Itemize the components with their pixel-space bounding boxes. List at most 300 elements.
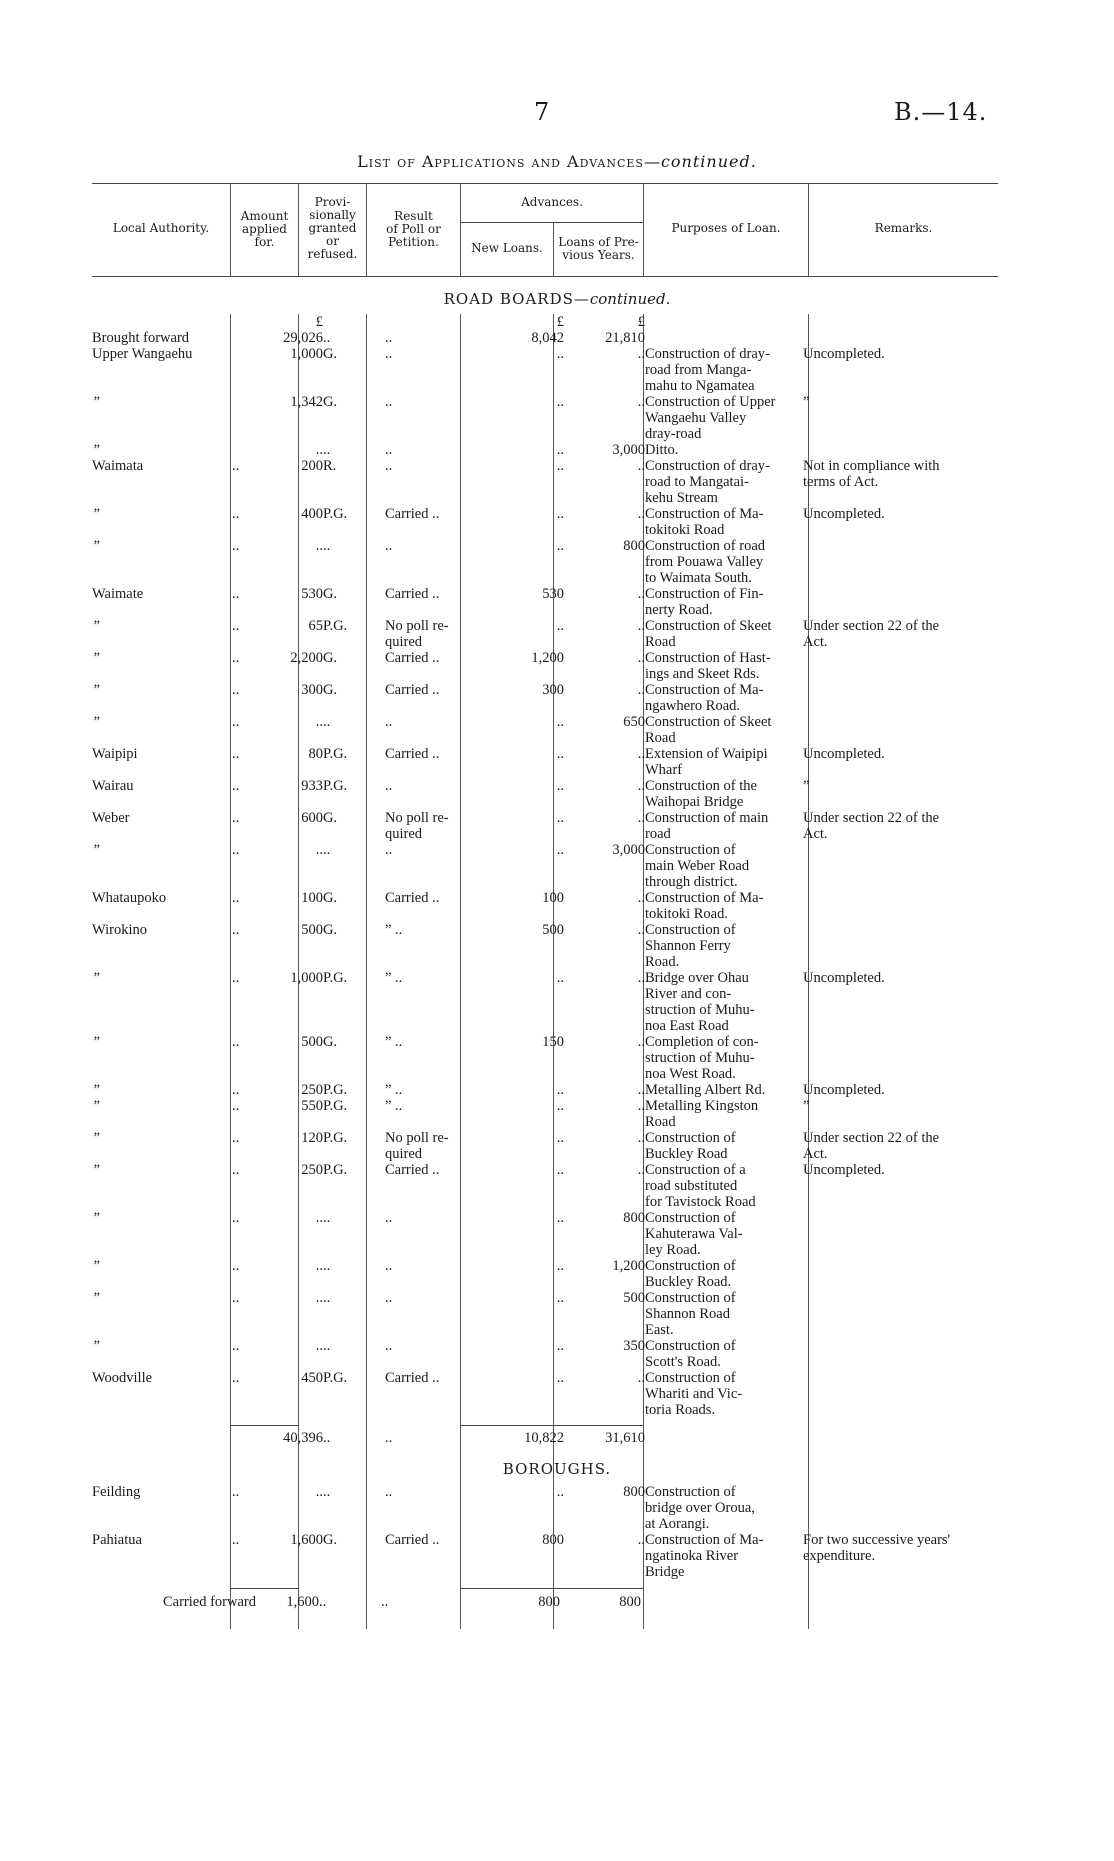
result-cell: ” .. [385,1082,403,1098]
remarks-cell [803,1210,993,1258]
remarks-cell [803,682,993,714]
col-new-loans: New Loans. [471,241,543,255]
total-row: 40,396 .. .. 10,822 31,610 [283,1430,645,1446]
result-cell: Carried .. [385,586,440,602]
provisional-cell: .. [323,538,331,554]
previous-loans-cell: 650 [623,714,645,730]
col-remarks: Remarks. [874,221,933,235]
new-loans-cell: .. [556,714,564,730]
remarks-cell: Uncompleted. [803,970,885,986]
table-row: Waimate .. 530 G. Carried .. 530 .. Construction of Fin- nerty Road. [92,586,993,618]
amount-cell: 400 [301,506,323,522]
purpose-cell: Construction of Fin- nerty Road. [645,586,764,618]
local-authority-cell: ” [92,442,101,458]
provisional-cell: P.G. [323,618,348,634]
col-local-authority: Local Authority. [112,221,210,235]
table-row [92,442,993,458]
amount-cell: 100 [301,890,323,906]
result-cell: Carried .. [385,650,440,666]
col-amount: Amount applied for. [240,209,289,249]
remarks-cell: Uncompleted. [803,1082,885,1098]
result-cell: No poll re- quired [385,618,449,650]
table-row: ” .. .. .. .. .. 650 Construction of Skeet Road [92,714,993,746]
amount-cell: 550 [301,1098,323,1114]
purpose-cell: Construction of Ma- ngatinoka River Bridge [645,1532,764,1580]
remarks-cell: Under section 22 of the Act. [803,618,940,650]
table-row: ” .. .. .. .. .. 1,200 Construction of Buckley Road. [92,1258,993,1290]
provisional-cell: .. [323,714,331,730]
table-row [92,346,993,394]
amount-cell: 500 [301,922,323,938]
purpose-cell: Metalling Kingston Road [645,1098,759,1130]
borough-rows [92,1484,993,1580]
previous-loans-cell: .. [637,618,645,634]
purpose-cell: Construction of Ma- ngawhero Road. [645,682,764,714]
new-loans-cell: 1,200 [531,650,564,666]
col-result: Result of Poll or Petition. [386,209,441,249]
amount-cell: 1,000 [290,970,323,986]
new-loans-cell: 300 [542,682,564,698]
result-cell: ” .. [385,1098,403,1114]
table-row: ” .. 65 P.G. No poll re- quired .. .. Construction of Skeet Road Under section 22 of the Act. [92,618,993,650]
previous-loans-cell: .. [637,746,645,762]
table-row: ” .. 120 P.G. No poll re- quired .. .. Construction of Buckley Road Under section 22 of the Act. [92,1130,993,1162]
new-loans-cell: .. [556,778,564,794]
local-authority-cell: Wairau [92,778,134,794]
provisional-cell: G. [323,1034,338,1050]
local-authority-cell: Whataupoko [92,890,167,906]
provisional-cell: .. [323,1484,331,1500]
purpose-cell: Construction of main road [645,810,769,842]
provisional-cell: .. [323,330,331,346]
result-cell: .. [385,442,393,458]
result-cell: .. [385,346,393,362]
purpose-cell: Construction of Whariti and Vic- toria Roads. [645,1370,743,1418]
remarks-cell [803,586,993,618]
local-authority-cell: ” [92,1338,101,1354]
amount-cell: 600 [301,810,323,826]
provisional-cell: G. [323,346,338,362]
result-cell: .. [385,458,393,474]
provisional-cell: .. [323,1258,331,1274]
remarks-cell: Under section 22 of the Act. [803,810,940,842]
result-cell: .. [385,1484,393,1500]
provisional-cell: P.G. [323,970,348,986]
previous-loans-cell: 500 [623,1290,645,1306]
table-row [92,394,993,442]
local-authority-cell: Waimate [92,586,144,602]
provisional-cell: G. [323,394,338,410]
new-loans-cell: 150 [542,1034,564,1050]
local-authority-cell: ” [92,1098,101,1114]
remarks-cell [803,1034,993,1082]
purpose-cell: Construction of Ma- tokitoki Road. [645,890,764,922]
table-row: Weber .. 600 G. No poll re- quired .. .. Construction of main road Under section 22 of the Act. [92,810,993,842]
purpose-cell: Ditto. [645,442,679,458]
provisional-cell: .. [323,1290,331,1306]
remarks-cell: Under section 22 of the Act. [803,1130,940,1162]
remarks-cell [803,330,993,346]
amount-cell: 933 [301,778,323,794]
local-authority-cell: ” [92,506,101,522]
remarks-cell: Not in compliance with terms of Act. [803,458,940,490]
table-row: ” .. .. .. .. .. 350 Construction of Scott's Road. [92,1338,993,1370]
previous-loans-cell: .. [637,922,645,938]
table-row: Feilding .. .. .. .. .. 800 Construction of bridge over Oroua, at Aorangi. [92,1484,993,1532]
section-boroughs: BOROUGHS. [502,1460,612,1478]
local-authority-cell: Wirokino [92,922,147,938]
remarks-cell [803,650,993,682]
new-loans-cell: 800 [542,1532,564,1548]
previous-loans-cell: 800 [623,1210,645,1226]
carried-forward-row: Carried forward 1,600 .. .. 800 800 [163,1594,641,1610]
new-loans-cell: .. [556,1130,564,1146]
local-authority-cell: ” [92,1034,101,1050]
provisional-cell: .. [323,1338,331,1354]
purpose-cell: Construction of Skeet Road [645,714,772,746]
previous-loans-cell: .. [637,1162,645,1178]
new-loans-cell: 500 [542,922,564,938]
new-loans-cell: .. [556,538,564,554]
road-boards-rows [92,314,993,1418]
new-loans-cell: .. [556,458,564,474]
road-boards-table [92,314,993,1418]
table-row: Wirokino .. 500 G. ” .. 500 .. Construction of Shannon Ferry Road. [92,922,993,970]
remarks-cell: Uncompleted. [803,1162,885,1178]
purpose-cell: Construction of the Waihopai Bridge [645,778,757,810]
previous-loans-cell: .. [637,1130,645,1146]
local-authority-cell: Upper Wangaehu [92,346,193,362]
table-row: Pahiatua .. 1,600 G. Carried .. 800 .. Construction of Ma- ngatinoka River Bridge For two successive years' expenditure. [92,1532,993,1580]
document-reference: B.—14. [894,98,988,126]
page-title: List of Applications and Advances—continued. [357,152,757,171]
result-cell: .. [385,394,393,410]
result-cell: .. [385,1210,393,1226]
amount-cell: 29,026 [283,330,323,346]
amount-cell: 1,000 [290,346,323,362]
amount-cell: .. [315,1258,323,1274]
amount-cell: 1,600 [290,1532,323,1548]
remarks-cell [803,1290,993,1338]
amount-cell: 2,200 [290,650,323,666]
table-row: Whataupoko .. 100 G. Carried .. 100 .. Construction of Ma- tokitoki Road. [92,890,993,922]
new-loans-cell: .. [556,1258,564,1274]
purpose-cell: Construction of bridge over Oroua, at Aorangi. [645,1484,755,1532]
purpose-cell: Construction of dray- road to Mangatai- kehu Stream [645,458,770,506]
result-cell: No poll re- quired [385,810,449,842]
new-loans-cell: .. [556,346,564,362]
provisional-cell: P.G. [323,746,348,762]
new-loans-cell: 530 [542,586,564,602]
table-row: ” .. 300 G. Carried .. 300 .. Construction of Ma- ngawhero Road. [92,682,993,714]
provisional-cell: P.G. [323,1082,348,1098]
local-authority-cell: Waipipi [92,746,138,762]
previous-loans-cell: .. [637,970,645,986]
amount-cell: 530 [301,586,323,602]
col-loans-previous: Loans of Pre- vious Years. [558,235,639,262]
previous-loans-cell: .. [637,1532,645,1548]
provisional-cell: P.G. [323,1370,348,1386]
local-authority-cell: ” [92,538,101,554]
previous-loans-cell: .. [637,394,645,410]
table-row: ” .. 500 G. ” .. 150 .. Completion of con- struction of Muhu- noa West Road. [92,1034,993,1082]
previous-loans-cell: 800 [623,538,645,554]
amount-cell: .. [315,842,323,858]
provisional-cell: G. [323,586,338,602]
local-authority-cell: ” [92,970,101,986]
remarks-cell [803,890,993,922]
previous-loans-cell: .. [637,778,645,794]
previous-loans-cell: .. [637,506,645,522]
new-loans-cell: .. [556,810,564,826]
result-cell: ” .. [385,1034,403,1050]
purpose-cell: Bridge over Ohau River and con- struction of Muhu- noa East Road [645,970,755,1034]
amount-cell: 1,342 [290,394,323,410]
new-loans-cell: 8,042 [531,330,564,346]
result-cell: .. [385,842,393,858]
purpose-cell: Construction of Buckley Road [645,1130,736,1162]
amount-cell: 65 [308,618,323,634]
amount-cell: 450 [301,1370,323,1386]
previous-loans-cell: .. [637,1082,645,1098]
table-row: Woodville .. 450 P.G. Carried .. .. .. Construction of Whariti and Vic- toria Roads. [92,1370,993,1418]
remarks-cell [803,442,993,458]
currency-row: £ £ £ [315,314,645,330]
header-top-rule [92,183,998,184]
remarks-cell: For two successive years' expenditure. [803,1532,951,1564]
remarks-cell [803,1370,993,1418]
result-cell: .. [385,330,393,346]
result-cell: Carried .. [385,1370,440,1386]
provisional-cell: .. [323,442,331,458]
purpose-cell: Completion of con- struction of Muhu- noa West Road. [645,1034,759,1082]
purpose-cell: Construction of Buckley Road. [645,1258,736,1290]
table-row: Waipipi .. 80 P.G. Carried .. .. .. Extension of Waipipi Wharf Uncompleted. [92,746,993,778]
page-header [0,98,1114,132]
provisional-cell: .. [323,842,331,858]
remarks-cell: ” [803,778,810,794]
amount-cell: .. [315,714,323,730]
result-cell: Carried .. [385,1532,440,1548]
amount-cell: .. [315,1338,323,1354]
new-loans-cell: .. [556,1210,564,1226]
remarks-cell: ” [803,394,810,410]
new-loans-cell: .. [556,506,564,522]
local-authority-cell: Weber [92,810,130,826]
new-loans-cell: .. [556,618,564,634]
purpose-cell: Construction of a road substituted for Tavistock Road [645,1162,756,1210]
purpose-cell: Construction of Skeet Road [645,618,772,650]
new-loans-cell: .. [556,394,564,410]
previous-loans-cell: 3,000 [612,842,645,858]
provisional-cell: R. [323,458,337,474]
result-cell: .. [385,1290,393,1306]
remarks-cell [803,1258,993,1290]
local-authority-cell: ” [92,394,101,410]
purpose-cell: Construction of Ma- tokitoki Road [645,506,764,538]
amount-cell: 300 [301,682,323,698]
table-row: ” .. .. .. .. .. 800 Construction of Kahuterawa Val- ley Road. [92,1210,993,1258]
purpose-cell: Construction of Shannon Ferry Road. [645,922,736,970]
previous-loans-cell: .. [637,586,645,602]
new-loans-cell: .. [556,1338,564,1354]
remarks-cell: Uncompleted. [803,506,885,522]
new-loans-cell: .. [556,842,564,858]
table-row: ” .. 400 P.G. Carried .. .. .. Construction of Ma- tokitoki Road Uncompleted. [92,506,993,538]
new-loans-cell: .. [556,970,564,986]
amount-cell: .. [315,1290,323,1306]
amount-cell: 250 [301,1162,323,1178]
local-authority-cell: Woodville [92,1370,153,1386]
amount-cell: 120 [301,1130,323,1146]
purpose-cell: Extension of Waipipi Wharf [645,746,768,778]
provisional-cell: P.G. [323,506,348,522]
provisional-cell: .. [323,1210,331,1226]
col-advances: Advances. [521,195,583,209]
previous-loans-cell: .. [637,1034,645,1050]
remarks-cell [803,922,993,970]
table-row [92,330,993,346]
page-number: 7 [534,98,550,126]
new-loans-cell: .. [556,1370,564,1386]
result-cell: .. [385,1338,393,1354]
local-authority-cell: Brought forward [92,330,190,346]
previous-loans-cell: .. [637,346,645,362]
local-authority-cell: ” [92,1082,101,1098]
local-authority-cell: ” [92,714,101,730]
amount-cell: .. [315,1484,323,1500]
boroughs-table [92,1484,993,1580]
remarks-cell [803,538,993,586]
new-loans-cell: .. [556,1162,564,1178]
table-row: Waimata .. 200 R. .. .. .. Construction of dray- road to Mangatai- kehu Stream Not in compliance with terms of Act. [92,458,993,506]
purpose-cell: Construction of main Weber Road through district. [645,842,750,890]
result-cell: Carried .. [385,1162,440,1178]
result-cell: .. [385,714,393,730]
amount-cell: .. [315,538,323,554]
provisional-cell: P.G. [323,778,348,794]
previous-loans-cell: .. [637,650,645,666]
previous-loans-cell: .. [637,890,645,906]
result-cell: No poll re- quired [385,1130,449,1162]
remarks-cell [803,842,993,890]
previous-loans-cell: .. [637,682,645,698]
table-row: ” .. .. .. .. .. 500 Construction of Shannon Road East. [92,1290,993,1338]
purpose-cell: Metalling Albert Rd. [645,1082,766,1098]
purpose-cell: Construction of Shannon Road East. [645,1290,736,1338]
provisional-cell: G. [323,922,338,938]
purpose-cell: Construction of Kahuterawa Val- ley Road. [645,1210,743,1258]
remarks-cell: Uncompleted. [803,746,885,762]
local-authority-cell: Waimata [92,458,144,474]
previous-loans-cell: 800 [623,1484,645,1500]
new-loans-cell: .. [556,1484,564,1500]
previous-loans-cell: 1,200 [612,1258,645,1274]
local-authority-cell: ” [92,1130,101,1146]
table-row: ” .. 1,000 P.G. ” .. .. .. Bridge over Ohau River and con- struction of Muhu- noa East Road Uncompleted. [92,970,993,1034]
local-authority-cell: ” [92,682,101,698]
purpose-cell: Construction of Hast- ings and Skeet Rds. [645,650,771,682]
provisional-cell: G. [323,810,338,826]
table-row: ” .. 250 P.G. ” .. .. .. Metalling Albert Rd. Uncompleted. [92,1082,993,1098]
road-boards-total [92,1430,993,1446]
table-row: ” .. 550 P.G. ” .. .. .. Metalling Kingston Road ” [92,1098,993,1130]
table-row: ” .. 250 P.G. Carried .. .. .. Construction of a road substituted for Tavistock Road Uncompleted. [92,1162,993,1210]
previous-loans-cell: .. [637,810,645,826]
provisional-cell: P.G. [323,1098,348,1114]
result-cell: ” .. [385,922,403,938]
previous-loans-cell: 350 [623,1338,645,1354]
result-cell: .. [385,778,393,794]
previous-loans-cell: .. [637,458,645,474]
provisional-cell: G. [323,890,338,906]
new-loans-cell: .. [556,1290,564,1306]
remarks-cell [803,1484,993,1532]
new-loans-cell: .. [556,1098,564,1114]
new-loans-cell: .. [556,1082,564,1098]
amount-cell: .. [315,442,323,458]
local-authority-cell: ” [92,1290,101,1306]
local-authority-cell: ” [92,650,101,666]
amount-cell: 500 [301,1034,323,1050]
purpose-cell: Construction of Upper Wangaehu Valley dray-road [645,394,776,442]
new-loans-cell: 100 [542,890,564,906]
result-cell: .. [385,1258,393,1274]
remarks-cell: Uncompleted. [803,346,885,362]
remarks-cell: ” [803,1098,810,1114]
table-row: ” .. .. .. .. .. 800 Construction of road from Pouawa Valley to Waimata South. [92,538,993,586]
provisional-cell: G. [323,650,338,666]
remarks-cell [803,714,993,746]
provisional-cell: P.G. [323,1162,348,1178]
purpose-cell: Construction of Scott's Road. [645,1338,736,1370]
table-row: Wairau .. 933 P.G. .. .. .. Construction of the Waihopai Bridge ” [92,778,993,810]
provisional-cell: P.G. [323,1130,348,1146]
table-row: ” .. 2,200 G. Carried .. 1,200 .. Construction of Hast- ings and Skeet Rds. [92,650,993,682]
result-cell: Carried .. [385,746,440,762]
result-cell: Carried .. [385,682,440,698]
provisional-cell: G. [323,1532,338,1548]
previous-loans-cell: .. [637,1370,645,1386]
new-loans-cell: .. [556,442,564,458]
purpose-cell: Construction of road from Pouawa Valley to Waimata South. [645,538,766,586]
result-cell: Carried .. [385,890,440,906]
amount-cell: 250 [301,1082,323,1098]
remarks-cell [803,1338,993,1370]
previous-loans-cell: .. [637,1098,645,1114]
amount-cell: 80 [308,746,323,762]
previous-loans-cell: 21,810 [605,330,645,346]
amount-cell: 200 [301,458,323,474]
new-loans-cell: .. [556,746,564,762]
local-authority-cell: ” [92,618,101,634]
local-authority-cell: ” [92,1258,101,1274]
local-authority-cell: ” [92,842,101,858]
local-authority-cell: ” [92,1210,101,1226]
section-road-boards: ROAD BOARDS—continued. [443,290,671,308]
table-row: ” .. .. .. .. .. 3,000 Construction of main Weber Road through district. [92,842,993,890]
result-cell: ” .. [385,970,403,986]
local-authority-cell: ” [92,1162,101,1178]
col-provisional: Provi- sionally granted or refused. [307,195,358,261]
purpose-cell: Construction of dray- road from Manga- mahu to Ngamatea [645,346,770,394]
previous-loans-cell: 3,000 [612,442,645,458]
local-authority-cell: Pahiatua [92,1532,142,1548]
purpose-cell [645,330,803,346]
amount-cell: .. [315,1210,323,1226]
local-authority-cell: Feilding [92,1484,141,1500]
header-bottom-rule [92,276,998,277]
